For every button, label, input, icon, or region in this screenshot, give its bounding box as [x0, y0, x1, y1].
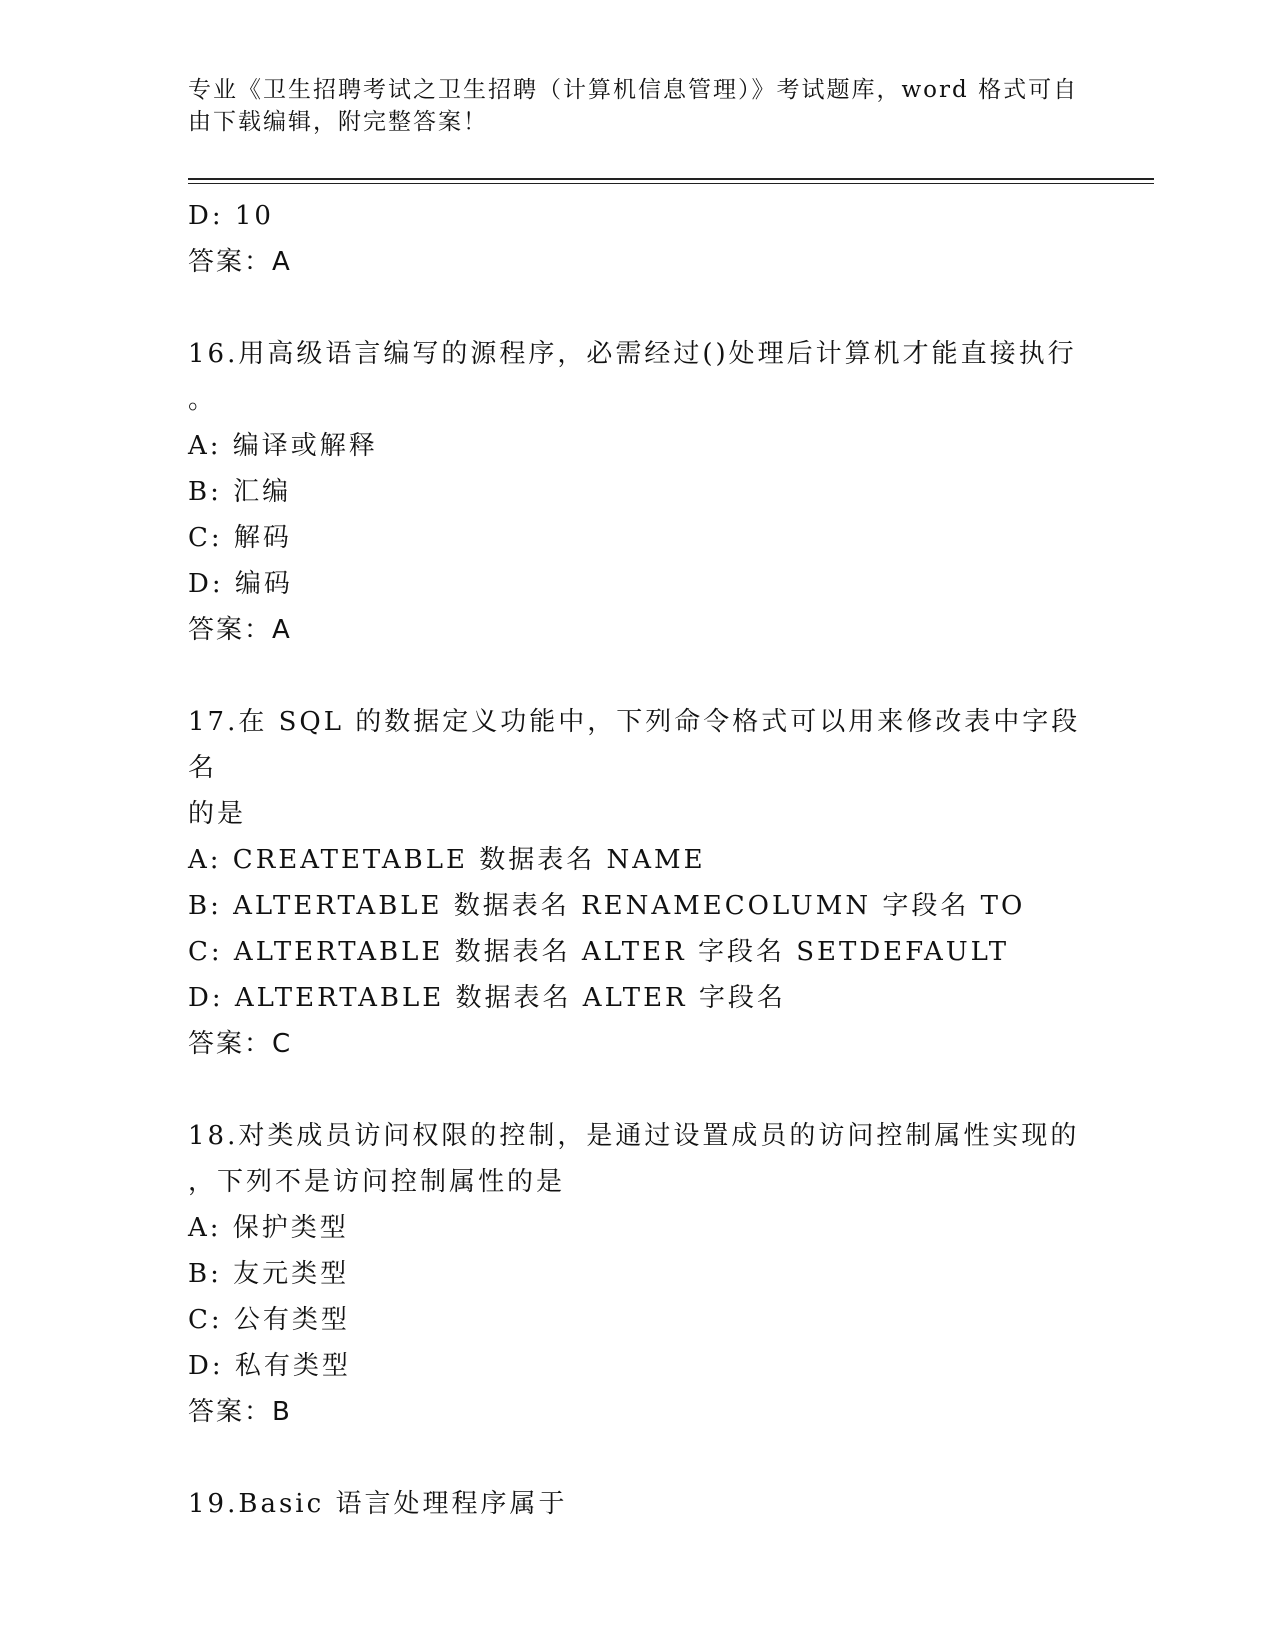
- question-text-cont: 的是: [188, 799, 247, 829]
- question-17: [188, 699, 1088, 1067]
- answer: 答案：C: [188, 1029, 293, 1059]
- option-a: A: CREATETABLE 数据表名 NAME: [188, 845, 706, 875]
- question-text-cont: ，下列不是访问控制属性的是: [188, 1167, 566, 1197]
- previous-option-d: D: 10: [188, 201, 274, 231]
- question-18: [188, 1113, 1088, 1435]
- document-body: [188, 193, 1088, 1527]
- option-b: B: 汇编: [188, 477, 292, 507]
- question-text-cont: 。: [188, 385, 218, 415]
- option-b: B: 友元类型: [188, 1259, 350, 1289]
- question-16: [188, 331, 1088, 653]
- option-b: B: ALTERTABLE 数据表名 RENAMECOLUMN 字段名 TO: [188, 891, 1026, 921]
- header-rule-thick: [188, 178, 1154, 180]
- option-c: C: ALTERTABLE 数据表名 ALTER 字段名 SETDEFAULT: [188, 937, 1010, 967]
- option-d: D: 编码: [188, 569, 293, 599]
- option-a: A: 编译或解释: [188, 431, 378, 461]
- question-text: 17.在 SQL 的数据定义功能中，下列命令格式可以用来修改表中字段名: [188, 707, 1081, 783]
- document-header: [188, 74, 1088, 138]
- option-d: D: 私有类型: [188, 1351, 351, 1381]
- previous-answer: 答案：A: [188, 247, 292, 277]
- question-text: 19.Basic 语言处理程序属于: [188, 1489, 568, 1519]
- question-text: 16.用高级语言编写的源程序，必需经过()处理后计算机才能直接执行: [188, 339, 1077, 369]
- answer: 答案：A: [188, 615, 292, 645]
- answer: 答案：B: [188, 1397, 292, 1427]
- option-d: D: ALTERTABLE 数据表名 ALTER 字段名: [188, 983, 786, 1013]
- option-c: C: 公有类型: [188, 1305, 350, 1335]
- option-a: A: 保护类型: [188, 1213, 349, 1243]
- question-19: [188, 1481, 1088, 1527]
- option-c: C: 解码: [188, 523, 292, 553]
- header-rule-thin: [188, 183, 1154, 184]
- header-line-2: 由下载编辑，附完整答案！: [188, 109, 488, 135]
- question-text: 18.对类成员访问权限的控制，是通过设置成员的访问控制属性实现的: [188, 1121, 1080, 1151]
- header-line-1: 专业《卫生招聘考试之卫生招聘（计算机信息管理）》考试题库，word 格式可自: [188, 77, 1079, 103]
